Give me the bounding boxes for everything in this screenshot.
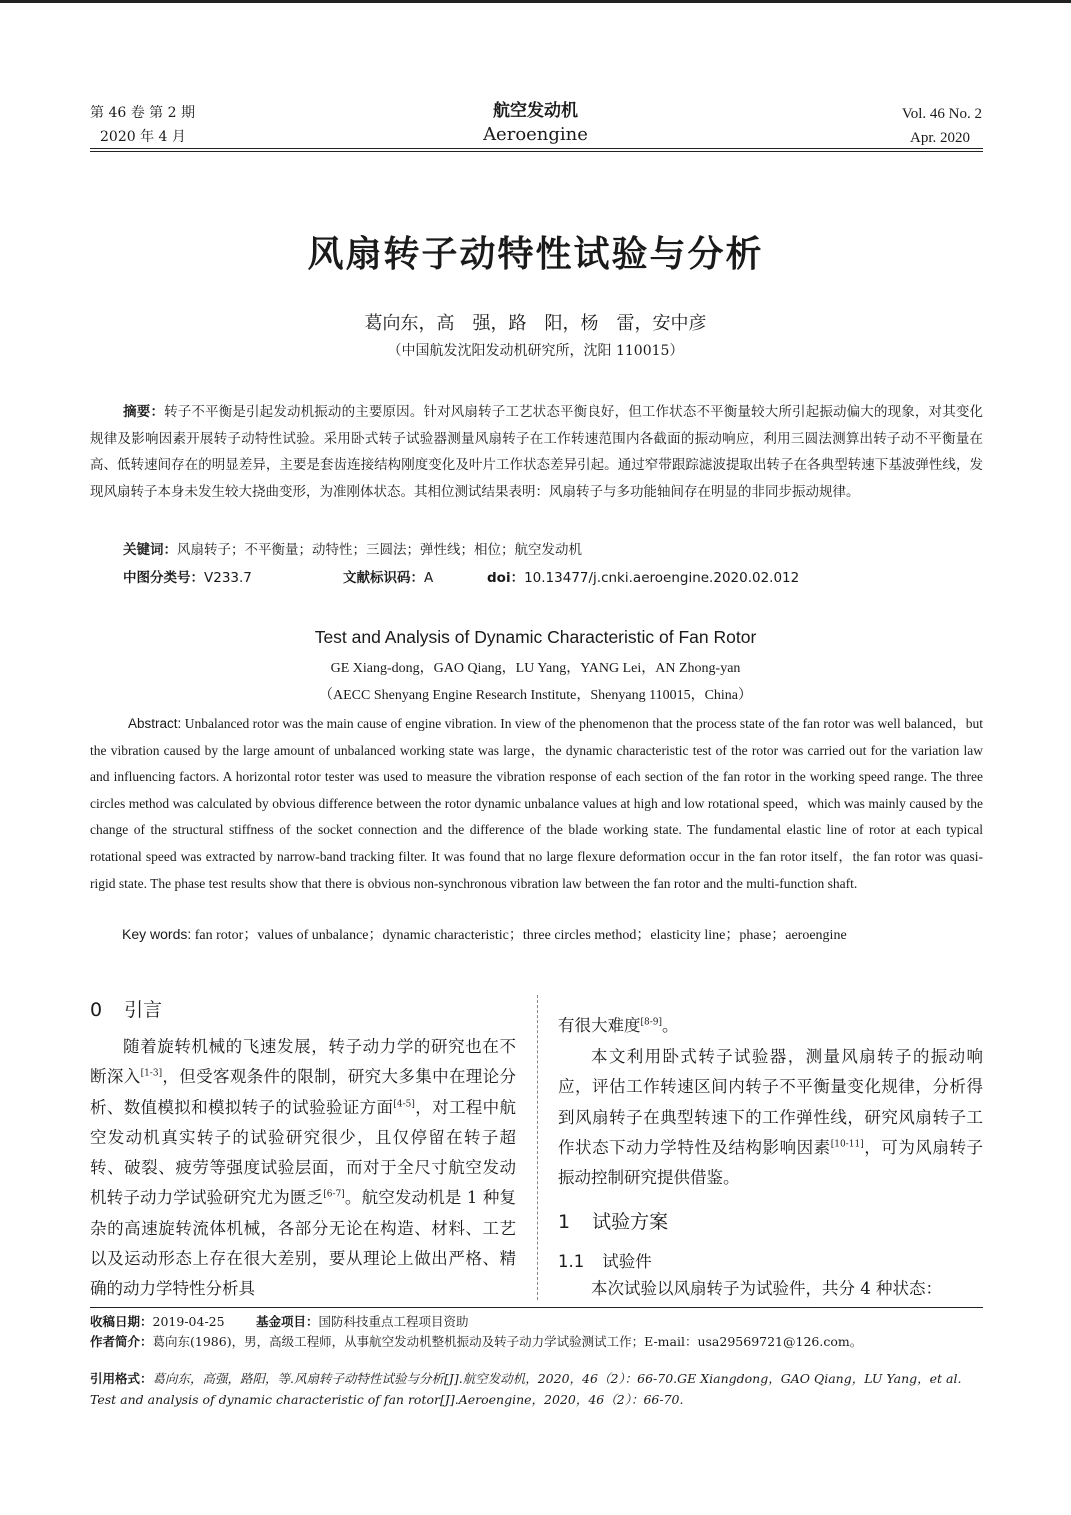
paper-title-zh: 风扇转子动特性试验与分析 (307, 233, 764, 275)
section-1-1-title: 试验件 (602, 1252, 652, 1271)
citation-text: 葛向东，高强，路阳，等.风扇转子动特性试验与分析[J].航空发动机，2020，46（2）：66-70.GE Xiangdong，GAO Qiang，LU Yang，et al. Test and analysis of dynamic characteristic of fan rotor[J].Aeroengine，2020，46（2）：66-70. (90, 1371, 962, 1407)
doi-label: doi： (487, 570, 525, 586)
keywords-en-text: fan rotor；values of unbalance；dynamic characteristic；three circles method；elasticity line；phase；aeroengine (194, 928, 847, 943)
author-bio (90, 1332, 862, 1350)
purpose-text-2: ，可为风扇转子振动控制研究提供借鉴。 (558, 1137, 984, 1188)
header-journal-zh: 航空发动机 (493, 101, 578, 121)
keywords-zh-text: 风扇转子；不平衡量；动特性；三圆法；弹性线；相位；航空发动机 (177, 542, 582, 558)
header-date-en: Apr. 2020 (910, 130, 970, 146)
fund-label: 基金项目： (256, 1314, 319, 1329)
authors-en: GE Xiang-dong，GAO Qiang，LU Yang，YANG Lei，AN Zhong-yan (330, 661, 741, 676)
clc-label: 中图分类号： (123, 570, 204, 586)
fund-value: 国防科技重点工程项目资助 (318, 1314, 469, 1329)
test-piece-paragraph: 本次试验以风扇转子为试验件，共分 4 种状态： (591, 1279, 942, 1298)
intro-text-1: 随着旋转机械的飞速发展，转子动力学的研究也在不断深入 (90, 1037, 516, 1087)
section-1-heading (558, 1207, 668, 1234)
keywords-en (122, 924, 847, 944)
received-label: 收稿日期： (90, 1314, 153, 1329)
authors-zh: 葛向东，高 强，路 阳，杨 雷，安中彦 (364, 313, 707, 334)
top-border-line (0, 0, 1071, 3)
ref-1: [1-3] (140, 1068, 163, 1079)
author-bio-text: 葛向东(1986)，男，高级工程师，从事航空发动机整机振动及转子动力学试验测试工作；E-mail：usa29569721@126.com。 (152, 1334, 863, 1349)
paper-title-en: Test and Analysis of Dynamic Characteristic of Fan Rotor (314, 627, 757, 647)
fund-project (256, 1312, 469, 1330)
abstract-zh-label: 摘要： (123, 404, 165, 420)
intro-cont-text: 有很大难度 (558, 1016, 641, 1035)
received-value: 2019-04-25 (152, 1314, 225, 1329)
doi-value: 10.13477/j.cnki.aeroengine.2020.02.012 (524, 570, 800, 586)
ref-2: [4-5] (393, 1099, 415, 1110)
purpose-paragraph (558, 1042, 983, 1193)
abstract-en-text: Unbalanced rotor was the main cause of engine vibration. In view of the phenomenon that the process state of the fan rotor was well balanced，but the vibration caused by the large amount of unbalanced working state was large，the dynamic characteristic test of the rotor was carried out for the variation law and influencing factors. A horizontal rotor tester was used to measure the vibration response of each section of the fan rotor in the working speed range. The three circles method was calculated by obvious difference between the rotor dynamic unbalance values at high and low rotational speed，which was mainly caused by the change of the structural stiffness of the socket connection and the difference of the blade working state. The fundamental elastic line of rotor at each typical rotational speed was extracted by narrow-band tracking filter. It was found that no large flexure deformation occur in the fan rotor itself，the fan rotor was quasi-rigid state. The phase test results show that there is obvious non-synchronous vibration law between the fan rotor and the multi-function shaft. (90, 716, 984, 891)
doc-code-value: A (424, 570, 434, 586)
intro-text-2: ，但受客观条件的限制，研究大多集中在理论分析、数值模拟和模拟转子的试验验证方面 (90, 1067, 517, 1117)
clc-value: V233.7 (204, 570, 252, 586)
citation-format (90, 1368, 990, 1410)
clc-number (123, 566, 252, 586)
author-bio-label: 作者简介： (90, 1334, 153, 1349)
intro-cont-end: 。 (662, 1016, 679, 1035)
intro-text-4: 。航空发动机是 1 种复杂的高速旋转流体机械，各部分无论在构造、材料、工艺以及运动形态上存在很大差别，要从理论上做出严格、精确的动力学特性分析具 (90, 1188, 516, 1299)
header-date-zh: 2020 年 4 月 (100, 129, 186, 145)
ref-5: [10-11] (830, 1139, 864, 1150)
keywords-zh-label: 关键词： (123, 542, 177, 558)
doc-code-label: 文献标识码： (343, 570, 424, 586)
keywords-zh (123, 538, 582, 558)
intro-continuation (558, 1011, 983, 1041)
column-divider (537, 995, 538, 1300)
received-date (90, 1312, 225, 1330)
section-1-1-heading (558, 1248, 652, 1272)
purpose-text-1: 本文利用卧式转子试验器，测量风扇转子的振动响应，评估工作转速区间内转子不平衡量变化规律，分析得到风扇转子在典型转速下的工作弹性线，研究风扇转子工作状态下动力学特性及结构影响因素 (558, 1047, 983, 1157)
section-0-number: 0 (90, 999, 103, 1021)
section-0-heading (90, 995, 162, 1022)
keywords-en-label: Key words: (122, 926, 192, 942)
header-volume-issue-en: Vol. 46 No. 2 (901, 106, 982, 122)
intro-paragraph (90, 1032, 516, 1305)
header-rule (90, 148, 983, 152)
abstract-en-label: Abstract: (128, 716, 182, 731)
header-volume-issue-zh: 第 46 卷 第 2 期 (90, 105, 195, 121)
abstract-en (90, 711, 983, 897)
ref-4: [8-9] (640, 1017, 663, 1028)
affiliation-zh: （中国航发沈阳发动机研究所，沈阳 110015） (387, 343, 684, 359)
abstract-zh (90, 399, 983, 505)
citation-label: 引用格式： (90, 1371, 153, 1386)
section-1-title: 试验方案 (592, 1211, 669, 1233)
document-code (343, 566, 433, 586)
intro-text-3: ，对工程中航空发动机真实转子的试验研究很少，且仅停留在转子超转、破裂、疲劳等强度试验层面，而对于全尺寸航空发动机转子动力学试验研究尤为匮乏 (90, 1097, 517, 1208)
section-0-title: 引言 (124, 999, 163, 1021)
ref-3: [6-7] (323, 1189, 345, 1200)
section-1-number: 1 (558, 1211, 571, 1233)
doi (487, 566, 799, 586)
footer-rule (90, 1307, 983, 1308)
abstract-zh-text: 转子不平衡是引起发动机振动的主要原因。针对风扇转子工艺状态平衡良好，但工作状态不平衡量较大所引起振动偏大的现象，对其变化规律及影响因素开展转子动特性试验。采用卧式转子试验器测量风扇转子在工作转速范围内各截面的振动响应，利用三圆法测算出转子动不平衡量在高、低转速间存在的明显差异，主要是套齿连接结构刚度变化及叶片工作状态差异引起。通过窄带跟踪滤波提取出转子在各典型转速下基波弹性线，发现风扇转子本身未发生较大挠曲变形，为准刚体状态。其相位测试结果表明：风扇转子与多功能轴间存在明显的非同步振动规律。 (90, 404, 984, 500)
affiliation-en: （AECC Shenyang Engine Research Institute，Shenyang 110015，China） (318, 688, 753, 703)
section-1-1-number: 1.1 (558, 1252, 585, 1271)
header-journal-en: Aeroengine (483, 124, 588, 145)
